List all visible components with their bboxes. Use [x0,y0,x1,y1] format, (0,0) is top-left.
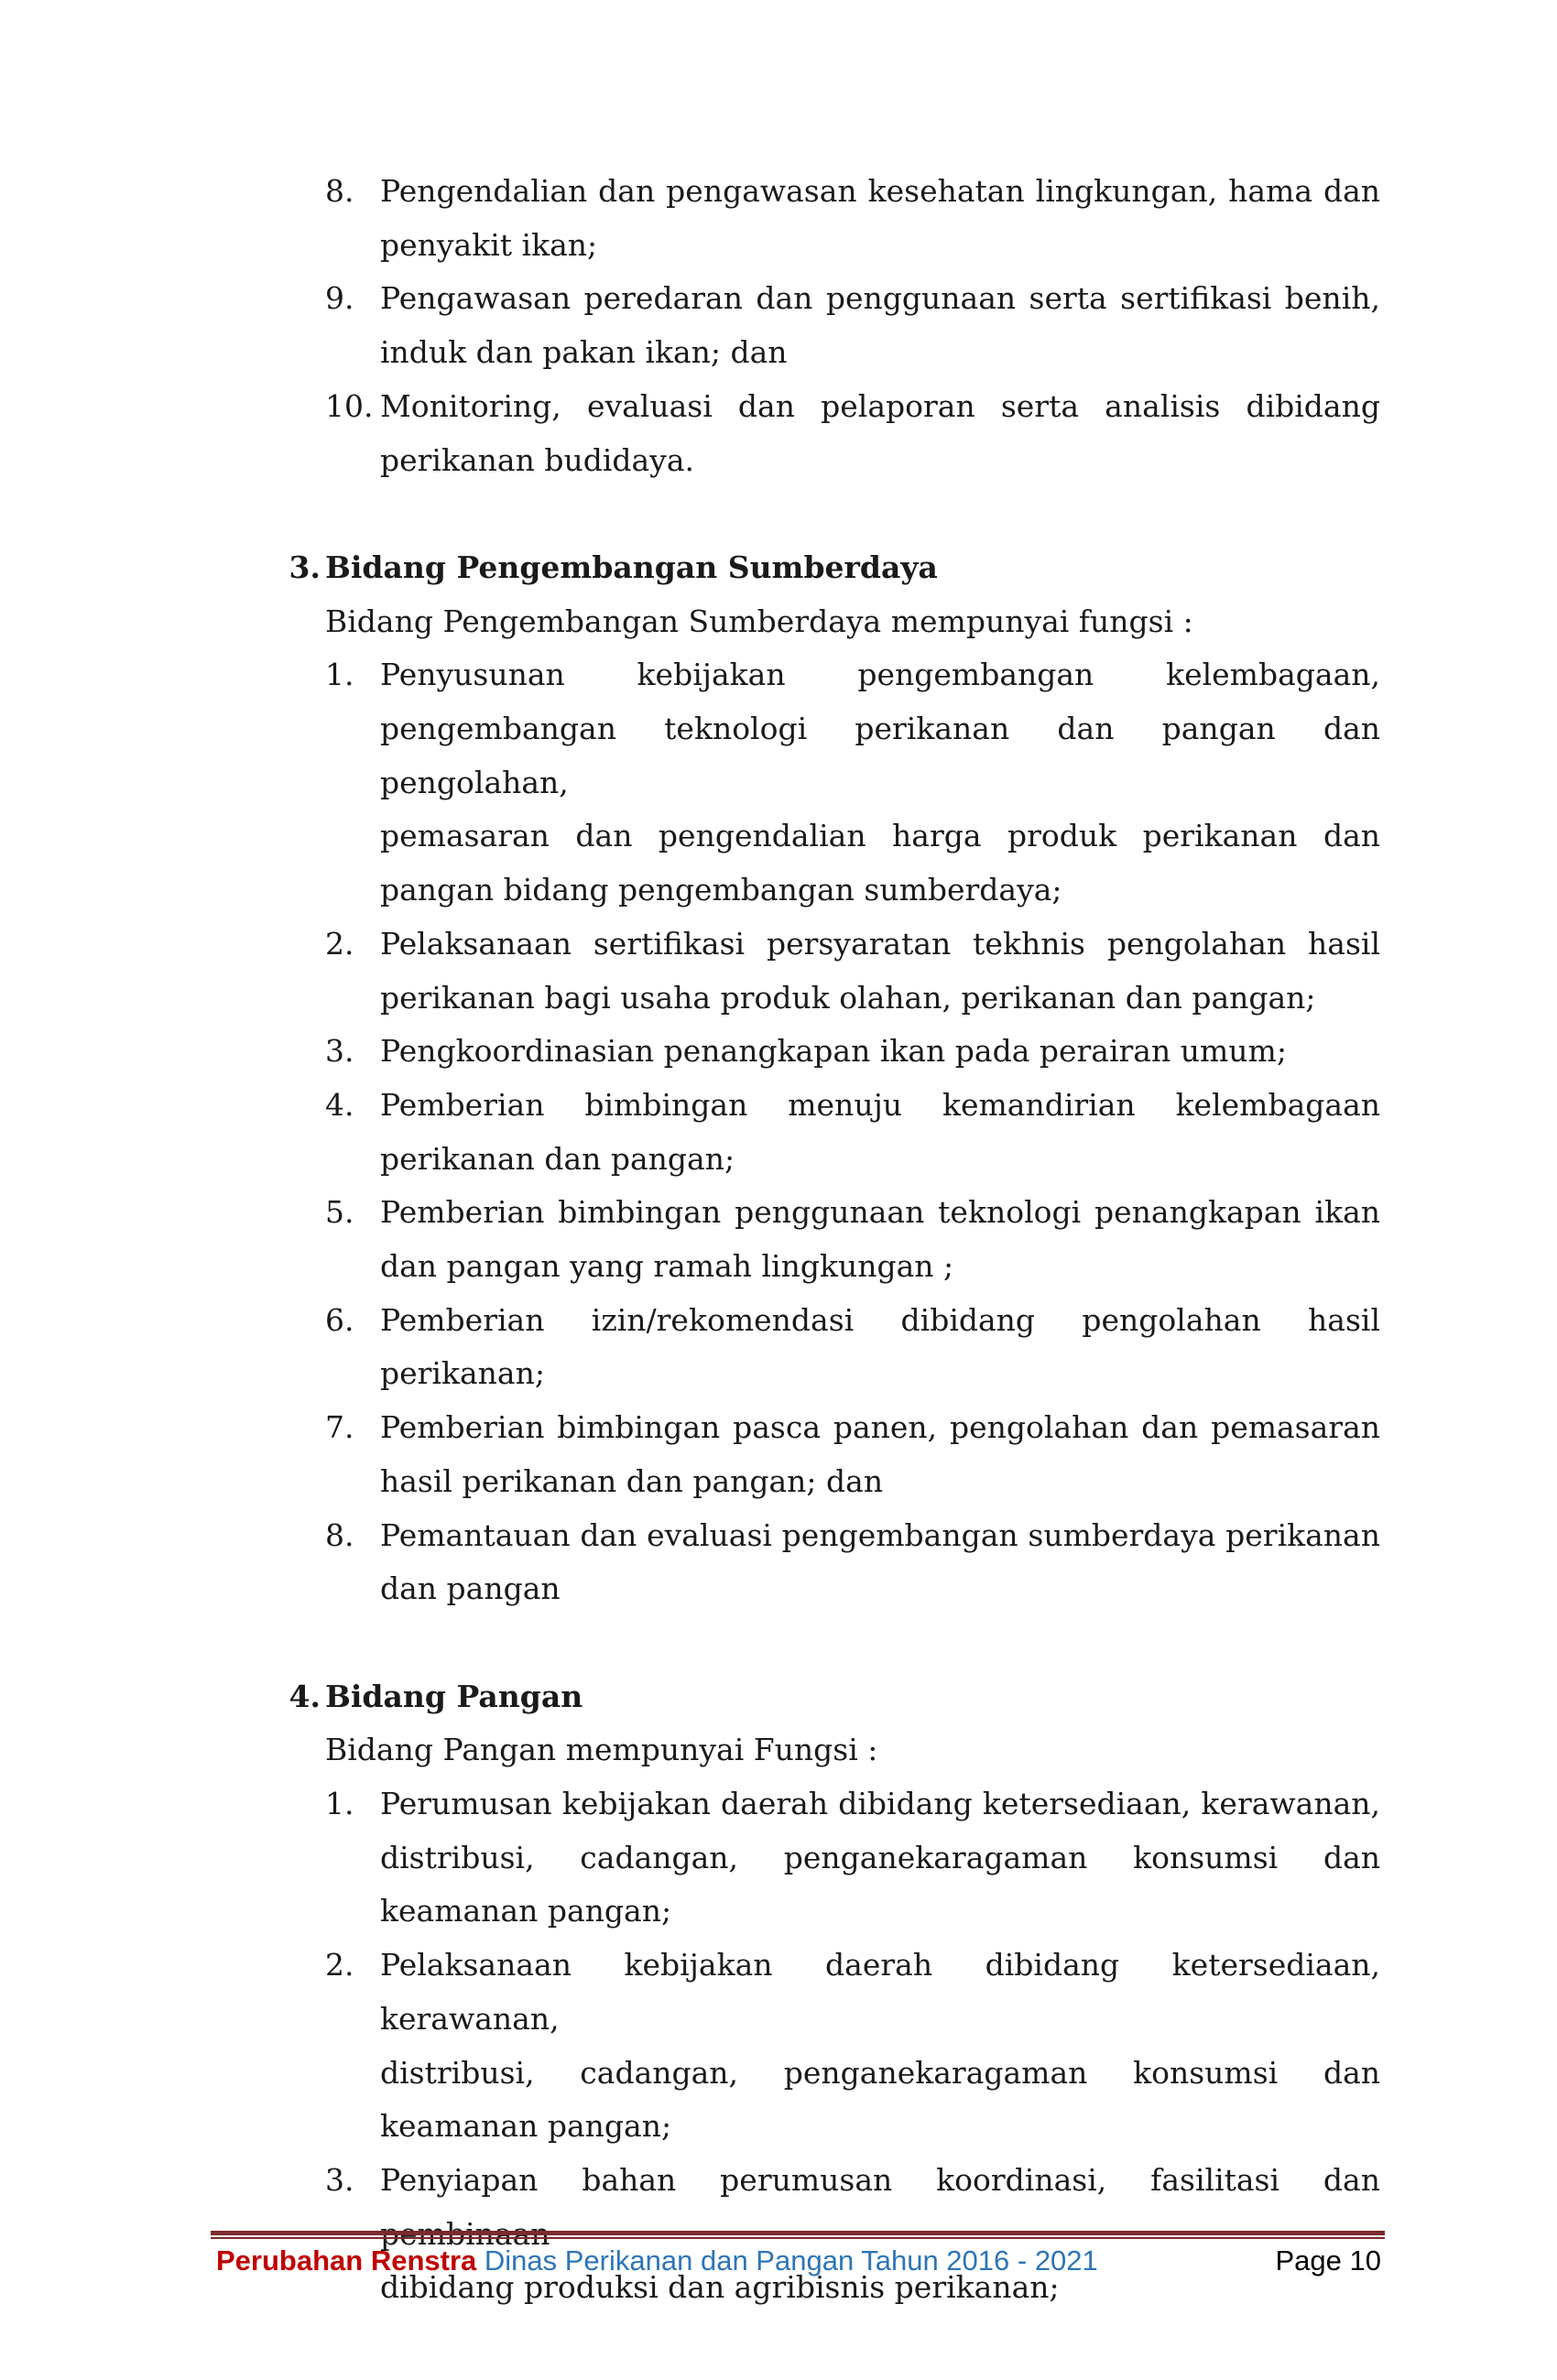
list-item-line [325,918,1380,972]
list-item-text: distribusi, cadangan, penganekaragaman konsumsi dan [380,1839,1380,1875]
list-item-line [380,1831,1380,1886]
list-item-line [380,702,1380,810]
list-item-line [325,380,1380,434]
list-item-line [380,2047,1380,2101]
list-item-line [380,1347,1380,1401]
list-item-text: Pelaksanaan sertifikasi persyaratan tekhnis pengolahan hasil [380,925,1380,962]
list-item-line [325,1401,1380,1455]
footer-rule [211,2231,1385,2235]
list-item-line [380,326,1380,380]
section-title: Bidang Pengembangan Sumberdaya [325,549,938,585]
list-item-line [380,2100,1380,2154]
list-item-number: 5. [325,1194,354,1231]
list-item-number: 8. [325,1516,354,1553]
list-item-text: Pemberian bimbingan pasca panen, pengolahan dan pemasaran [380,1409,1380,1446]
list-item-number: 1. [325,657,354,693]
list-item-number: 6. [325,1301,354,1338]
list-item-line [325,1939,1380,2046]
list-item-line [325,1079,1380,1133]
document-body [0,165,1557,2315]
list-item-text: dan pangan yang ramah lingkungan ; [380,1248,954,1285]
list-item-text: Pemberian bimbingan menuju kemandirian kelembagaan [380,1086,1380,1123]
list-item-text: Pemberian izin/rekomendasi dibidang pengolahan hasil [380,1301,1380,1338]
list-item-text: Pelaksanaan kebijakan daerah dibidang ketersediaan, kerawanan, [380,1947,1380,2037]
section-3-heading [289,541,1557,595]
list-item-line [380,1885,1380,1939]
page-footer [216,2241,1381,2281]
list-item-number: 3. [325,2161,354,2198]
list-item-text: Penyiapan bahan perumusan koordinasi, fasilitasi dan [380,2161,1380,2198]
list-item-text: induk dan pakan ikan; dan [380,334,788,371]
list-item-line [325,1777,1380,1831]
list-item-number: 7. [325,1409,354,1446]
list-item-text: dibidang produksi dan agribisnis perikanan; [380,2269,1060,2306]
section-title: Bidang Pangan [325,1678,583,1714]
list-item-text: Monitoring, evaluasi dan pelaporan serta analisis dibidang [380,387,1380,424]
footer-rule-thin [211,2237,1385,2239]
list-item-number: 1. [325,1786,354,1822]
list-item-text: Pemantauan dan evaluasi pengembangan sumberdaya perikanan [380,1516,1380,1553]
list-item-text: keamanan pangan; [380,2108,672,2145]
list-item-number: 3. [325,1033,354,1070]
list-item-text: pemasaran dan pengendalian harga produk perikanan dan [380,818,1380,854]
list-item-text: Pengawasan peredaran dan penggunaan serta sertifikasi benih, [380,280,1380,317]
footer-brand: Perubahan Renstra [216,2244,477,2277]
list-item-line [380,1133,1380,1187]
list-item-line [325,1025,1380,1079]
list-item-text: Pengendalian dan pengawasan kesehatan lingkungan, hama dan [380,173,1380,209]
list-item-text: Pengkoordinasian penangkapan ikan pada perairan umum; [380,1033,1287,1070]
list-item-line [380,972,1380,1026]
section-number: 3. [289,549,321,585]
list-item-line [380,864,1380,918]
list-item-line [380,1455,1380,1509]
section-4-heading [289,1670,1557,1724]
list-item-line [325,165,1380,219]
list-item-line [380,219,1380,273]
list-item-number: 4. [325,1086,354,1123]
list-item-line [325,272,1380,326]
list-item-text: keamanan pangan; [380,1893,672,1929]
list-item-text: Perumusan kebijakan daerah dibidang ketersediaan, kerawanan, [380,1786,1380,1822]
list-item-text: perikanan; [380,1355,545,1392]
list-item-line [325,648,1380,702]
list-item-text: distribusi, cadangan, penganekaragaman konsumsi dan [380,2054,1380,2091]
list-item-text: penyakit ikan; [380,226,598,263]
list-item-text: Penyusunan kebijakan pengembangan kelembagaan, [380,657,1380,693]
page-number: Page 10 [1275,2244,1381,2277]
footer-subtitle: Dinas Perikanan dan Pangan Tahun 2016 - 2021 [484,2244,1098,2277]
list-item-text: pengembangan teknologi perikanan dan pangan dan pengolahan, [380,711,1380,800]
list-item-line [325,1294,1380,1348]
list-item-number: 2. [325,925,354,962]
list-item-number: 2. [325,1947,354,1983]
list-item-text: perikanan budidaya. [380,441,694,478]
list-item-text: pangan bidang pengembangan sumberdaya; [380,872,1062,908]
list-item-line [380,434,1380,488]
list-item-text: Pemberian bimbingan penggunaan teknologi penangkapan ikan [380,1194,1380,1231]
list-item-text: hasil perikanan dan pangan; dan [380,1462,884,1499]
section-3-list [0,648,1557,1616]
list-continued [0,165,1557,487]
list-item-number: 8. [325,173,354,209]
section-intro: Bidang Pangan mempunyai Fungsi : [325,1732,878,1768]
list-item-line [325,1186,1380,1240]
section-number: 4. [289,1678,321,1714]
section-intro: Bidang Pengembangan Sumberdaya mempunyai fungsi : [325,603,1193,639]
list-item-number: 10. [325,387,374,424]
list-item-number: 9. [325,280,354,317]
list-item-text: perikanan bagi usaha produk olahan, perikanan dan pangan; [380,979,1316,1016]
list-item-line [325,1509,1380,1563]
list-item-line [380,1562,1380,1616]
list-item-text: dan pangan [380,1570,561,1607]
list-item-line [380,810,1380,864]
list-item-line [380,1240,1380,1294]
list-item-text: perikanan dan pangan; [380,1140,735,1177]
